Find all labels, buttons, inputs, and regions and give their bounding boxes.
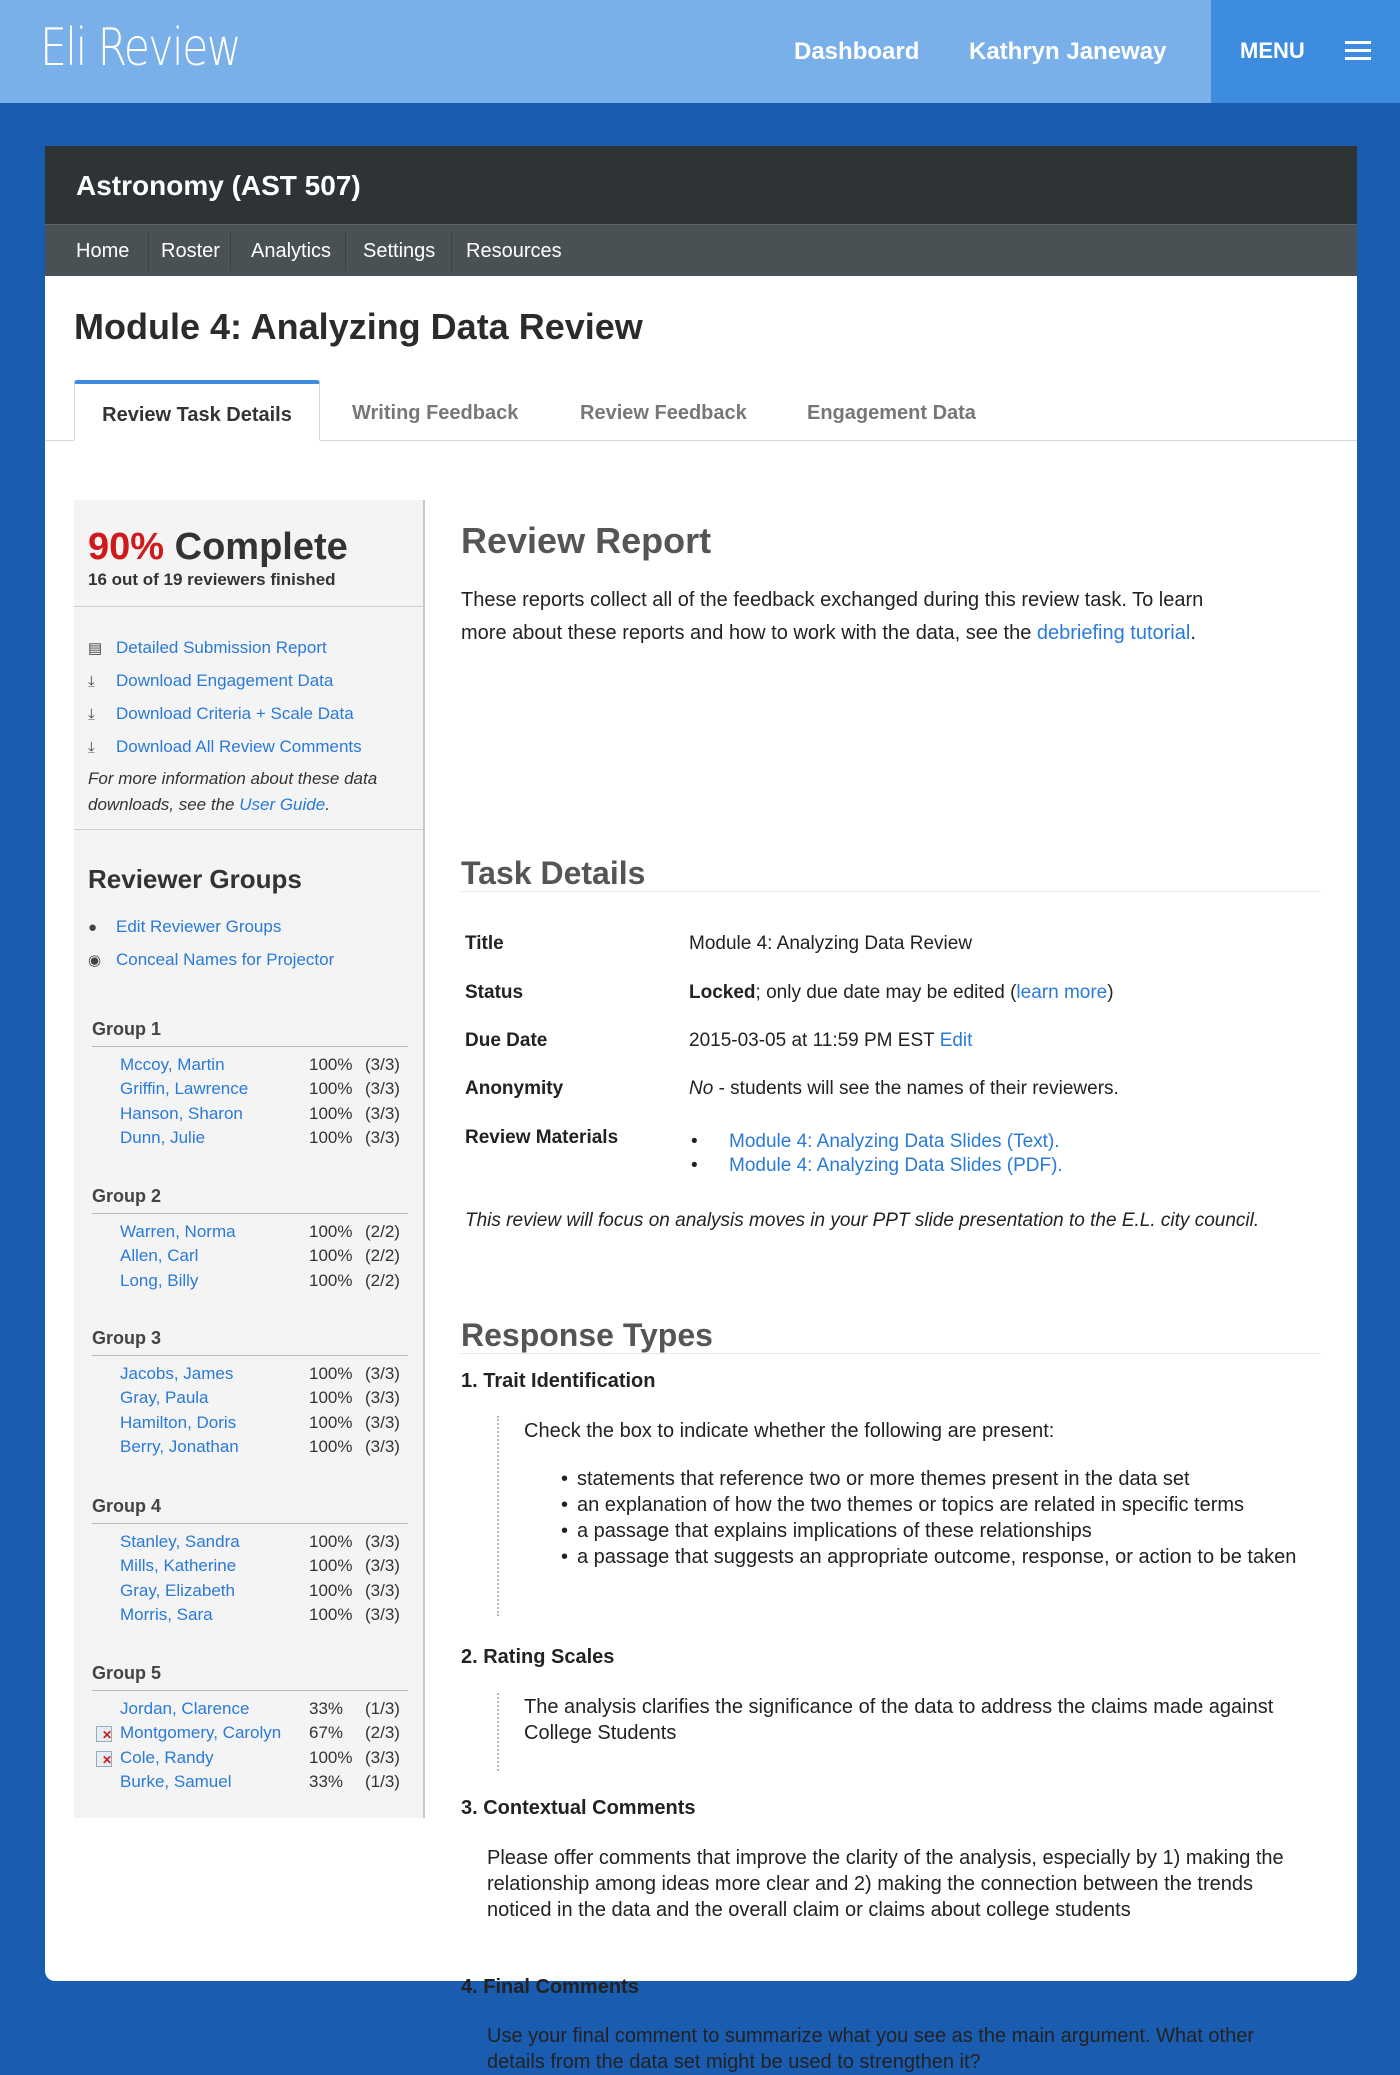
reviewer-count: (3/3) — [365, 1580, 400, 1600]
nav-divider — [451, 231, 452, 271]
group-divider — [92, 1523, 408, 1524]
list-item — [691, 1130, 1063, 1154]
reviewer-name-link[interactable]: Jacobs, James — [120, 1364, 234, 1383]
group-divider — [92, 1355, 408, 1356]
response-types-title: Response Types — [461, 1317, 713, 1353]
reviewer-row — [74, 1437, 425, 1461]
link-label: Conceal Names for Projector — [116, 950, 335, 969]
link-label: Download Criteria + Scale Data — [116, 704, 354, 723]
intro-text: more about these reports and how to work with the data, see the — [461, 622, 1037, 644]
download-icon: ⤓ — [88, 706, 95, 723]
reviewer-percent: 100% — [309, 1364, 353, 1383]
download-criteria-scale-data-link[interactable] — [88, 704, 354, 724]
dashboard-link[interactable]: Dashboard — [794, 38, 920, 65]
title-value: Module 4: Analyzing Data Review — [689, 933, 973, 954]
divider — [74, 606, 423, 607]
review-report-title: Review Report — [461, 520, 712, 561]
learn-more-link[interactable]: learn more — [1016, 982, 1108, 1003]
reviewer-name-link[interactable]: Hamilton, Doris — [120, 1412, 237, 1432]
reviewer-name-link[interactable]: Warren, Norma — [120, 1222, 236, 1241]
anonymity-text: - students will see the names of their reviewers. — [713, 1078, 1119, 1099]
course-nav-roster[interactable]: Roster — [161, 240, 220, 262]
menu-button[interactable] — [1211, 0, 1400, 103]
reviewer-percent: 100% — [309, 1532, 353, 1551]
flag-icon — [96, 1751, 112, 1767]
review-focus-note: This review will focus on analysis moves in your PPT slide presentation to the E.L. city council. — [465, 1210, 1260, 1231]
reviewer-percent: 100% — [309, 1246, 353, 1266]
reviewer-count: (3/3) — [365, 1436, 400, 1456]
reviewer-count: (3/3) — [365, 1127, 400, 1147]
due-date-value — [689, 1030, 972, 1052]
course-nav — [45, 224, 1357, 276]
reviewer-count: (1/3) — [365, 1771, 400, 1791]
reviewer-row — [74, 1556, 425, 1580]
group-label: Group 1 — [92, 1019, 162, 1039]
tab-review-task-details[interactable]: Review Task Details — [74, 380, 320, 441]
reviewer-row — [74, 1772, 425, 1796]
note-suffix: . — [325, 795, 330, 814]
completion-label: Complete — [174, 526, 348, 568]
list-item — [691, 1154, 1063, 1178]
due-date-label: Due Date — [465, 1030, 548, 1051]
course-nav-analytics[interactable]: Analytics — [251, 240, 332, 262]
reviewer-row — [74, 1364, 425, 1388]
menu-label: MENU — [1240, 38, 1305, 63]
nav-divider — [345, 231, 346, 271]
link-label: Edit Reviewer Groups — [116, 917, 282, 936]
course-title: Astronomy (AST 507) — [76, 170, 361, 201]
reviewer-name-link[interactable]: Hanson, Sharon — [120, 1103, 243, 1123]
quote-bar — [497, 1693, 499, 1771]
flag-icon — [96, 1726, 112, 1742]
final-comments-text: Use your final comment to summarize what you see as the main argument. What other details from the data set might be used to strengthen it? — [487, 2025, 1255, 2073]
reviewer-name-link[interactable]: Morris, Sara — [120, 1604, 213, 1624]
report-intro — [461, 584, 1321, 650]
group-divider — [92, 1213, 408, 1214]
reviewer-row — [74, 1128, 425, 1152]
reviewer-row — [74, 1748, 425, 1772]
debriefing-tutorial-link[interactable]: debriefing tutorial — [1036, 622, 1191, 644]
review-materials-list — [691, 1130, 1063, 1178]
reviewer-count: (2/2) — [365, 1270, 400, 1290]
final-comments-title: 4. Final Comments — [461, 1976, 639, 1998]
detailed-submission-report-link[interactable] — [88, 638, 327, 658]
group-divider — [92, 1046, 408, 1047]
contextual-comments-text: Please offer comments that improve the clarity of the analysis, especially by 1) making the relationship among ideas more clear and 2) making the connection between the trends noticed in the data and the overall claim or claims about college students — [487, 1847, 1284, 1921]
list-item: • a passage that explains implications of these relationships — [561, 1518, 1321, 1544]
reviewer-row — [74, 1699, 425, 1723]
reviewer-percent: 100% — [309, 1580, 353, 1600]
hamburger-icon — [1345, 41, 1371, 61]
reviewer-percent: 100% — [309, 1055, 353, 1074]
quote-bar — [497, 1416, 499, 1616]
reviewer-percent: 100% — [309, 1103, 353, 1123]
page-title: Module 4: Analyzing Data Review — [74, 306, 643, 347]
reviewer-row — [74, 1222, 425, 1246]
note-text: For more information about these data downloads, see the — [88, 769, 378, 814]
reviewer-row — [74, 1079, 425, 1103]
link-label: Detailed Submission Report — [116, 638, 327, 657]
material-link-text[interactable]: Module 4: Analyzing Data Slides (Text). — [729, 1131, 1060, 1152]
review-materials-label: Review Materials — [465, 1127, 619, 1148]
reviewer-name-link[interactable]: Gray, Elizabeth — [120, 1580, 235, 1600]
reviewer-percent: 33% — [309, 1699, 344, 1718]
reviewer-count: (3/3) — [365, 1388, 400, 1408]
reviewer-percent: 100% — [309, 1747, 353, 1767]
section-underline — [461, 891, 1321, 892]
reviewer-count: (3/3) — [365, 1604, 400, 1624]
completion-percent: 90% — [88, 526, 165, 568]
anonymity-label: Anonymity — [465, 1078, 564, 1099]
download-all-review-comments-link[interactable] — [88, 737, 362, 757]
reviewer-row — [74, 1104, 425, 1128]
reviewer-percent: 100% — [309, 1604, 353, 1624]
edit-reviewer-groups-link[interactable] — [88, 917, 281, 937]
status-close: ) — [1107, 982, 1114, 1003]
reviewer-row — [74, 1271, 425, 1295]
tab-writing-feedback[interactable]: Writing Feedback — [352, 402, 519, 424]
user-name-link[interactable]: Kathryn Janeway — [969, 38, 1167, 65]
reviewer-percent: 100% — [309, 1127, 353, 1147]
reviewer-percent: 33% — [309, 1771, 344, 1791]
reviewer-row — [74, 1413, 425, 1437]
status-value — [689, 982, 1114, 1004]
download-engagement-data-link[interactable] — [88, 671, 333, 691]
reviewer-count: (3/3) — [365, 1055, 400, 1074]
rating-scales-title: 2. Rating Scales — [461, 1646, 615, 1668]
group-label: Group 2 — [92, 1186, 162, 1206]
rating-scale-text: The analysis clarifies the significance of the data to address the claims made against College Students — [524, 1696, 1274, 1744]
anonymity-no: No — [689, 1078, 714, 1099]
intro-suffix: . — [1190, 622, 1196, 644]
reviewer-groups-title: Reviewer Groups — [88, 864, 302, 894]
reviewer-percent: 100% — [309, 1079, 353, 1099]
trait-prompt: Check the box to indicate whether the following are present: — [524, 1420, 1055, 1442]
list-item: • an explanation of how the two themes or topics are related in specific terms — [561, 1492, 1321, 1518]
reviewer-count: (3/3) — [365, 1364, 400, 1383]
course-card — [45, 146, 1357, 2073]
reviewer-count: (1/3) — [365, 1699, 400, 1718]
group-label: Group 5 — [92, 1663, 162, 1683]
reviewer-name-link[interactable]: Griffin, Lawrence — [120, 1079, 249, 1099]
reviewer-percent: 100% — [309, 1556, 353, 1576]
due-date-text: 2015-03-05 at 11:59 PM EST — [689, 1030, 935, 1051]
course-nav-resources[interactable]: Resources — [466, 240, 562, 262]
intro-line: These reports collect all of the feedback exchanged during this review task. To learn — [461, 589, 1204, 611]
sidebar — [74, 500, 425, 1818]
reviewer-name-link[interactable]: Cole, Randy — [120, 1747, 214, 1767]
reviewer-count: (2/2) — [365, 1246, 400, 1266]
contextual-comments-title: 3. Contextual Comments — [461, 1797, 696, 1819]
users-icon: ● — [88, 919, 98, 936]
reviewer-percent: 100% — [309, 1222, 353, 1241]
list-item: • a passage that suggests an appropriate outcome, response, or action to be taken — [561, 1544, 1321, 1570]
reviewer-name-link[interactable]: Dunn, Julie — [120, 1127, 206, 1147]
trait-list — [561, 1466, 1321, 1570]
group-divider — [92, 1690, 408, 1691]
reviewer-name-link[interactable]: Long, Billy — [120, 1270, 199, 1290]
reviewer-row — [74, 1246, 425, 1270]
reviewer-row — [74, 1532, 425, 1556]
reviewer-name-link[interactable]: Burke, Samuel — [120, 1771, 232, 1791]
reviewer-row — [74, 1723, 425, 1747]
reviewer-percent: 67% — [309, 1723, 344, 1743]
reviewer-name-link[interactable]: Montgomery, Carolyn — [120, 1723, 282, 1743]
task-details-title: Task Details — [461, 855, 646, 891]
reviewer-count: (3/3) — [365, 1747, 400, 1767]
reviewer-name-link[interactable]: Mccoy, Martin — [120, 1055, 225, 1074]
reviewer-name-link[interactable]: Berry, Jonathan — [120, 1436, 239, 1456]
material-link-pdf[interactable]: Module 4: Analyzing Data Slides (PDF). — [729, 1155, 1063, 1176]
reviewer-row — [74, 1388, 425, 1412]
eli-review-logo[interactable]: Eli Review — [40, 18, 240, 78]
reviewer-row — [74, 1605, 425, 1629]
reviewer-name-link[interactable]: Stanley, Sandra — [120, 1532, 240, 1551]
reviewer-percent: 100% — [309, 1412, 353, 1432]
title-label: Title — [465, 933, 504, 954]
intro-line — [461, 617, 1321, 650]
download-icon: ⤓ — [88, 673, 95, 690]
user-guide-link[interactable]: User Guide — [239, 795, 326, 814]
anonymity-value — [689, 1078, 1119, 1100]
nav-divider — [230, 231, 231, 271]
reviewer-count: (3/3) — [365, 1412, 400, 1432]
reviewer-row — [74, 1055, 425, 1079]
course-nav-home[interactable]: Home — [76, 240, 130, 262]
reviewer-count: (3/3) — [365, 1532, 400, 1551]
divider — [74, 829, 423, 830]
status-text: ; only due date may be edited ( — [755, 982, 1017, 1003]
tab-review-feedback[interactable]: Review Feedback — [580, 402, 747, 424]
reviewer-count: (3/3) — [365, 1556, 400, 1576]
downloads-note — [88, 766, 408, 818]
reviewer-row — [74, 1581, 425, 1605]
reviewer-count: (3/3) — [365, 1079, 400, 1099]
link-label: Download All Review Comments — [116, 737, 362, 756]
reviewer-name-link[interactable]: Mills, Katherine — [120, 1556, 237, 1576]
tab-engagement-data[interactable]: Engagement Data — [807, 402, 976, 424]
reviewer-percent: 100% — [309, 1388, 353, 1408]
section-underline — [461, 1353, 1321, 1354]
eye-slash-icon: ◉ — [88, 952, 102, 969]
top-bar — [0, 0, 1400, 103]
reviewer-percent: 100% — [309, 1270, 353, 1290]
reviewers-finished: 16 out of 19 reviewers finished — [88, 570, 336, 589]
list-item: • statements that reference two or more themes present in the data set — [561, 1466, 1321, 1492]
list-icon: ▤ — [88, 640, 103, 657]
course-nav-settings[interactable]: Settings — [363, 240, 436, 262]
reviewer-name-link[interactable]: Allen, Carl — [120, 1246, 199, 1266]
course-header — [45, 146, 1357, 224]
conceal-names-link[interactable] — [88, 950, 334, 970]
reviewer-name-link[interactable]: Gray, Paula — [120, 1388, 209, 1408]
reviewer-count: (2/3) — [365, 1723, 400, 1743]
reviewer-percent: 100% — [309, 1436, 353, 1456]
download-icon: ⤓ — [88, 739, 95, 756]
edit-due-date-link[interactable]: Edit — [939, 1030, 973, 1051]
link-label: Download Engagement Data — [116, 671, 334, 690]
group-label: Group 3 — [92, 1328, 162, 1348]
nav-divider — [148, 231, 149, 271]
reviewer-count: (3/3) — [365, 1103, 400, 1123]
reviewer-name-link[interactable]: Jordan, Clarence — [120, 1699, 250, 1718]
status-locked: Locked — [689, 982, 756, 1003]
completion-summary — [88, 526, 348, 569]
status-label: Status — [465, 982, 524, 1003]
trait-identification-title: 1. Trait Identification — [461, 1370, 656, 1392]
reviewer-count: (2/2) — [365, 1222, 400, 1241]
group-label: Group 4 — [92, 1496, 162, 1516]
